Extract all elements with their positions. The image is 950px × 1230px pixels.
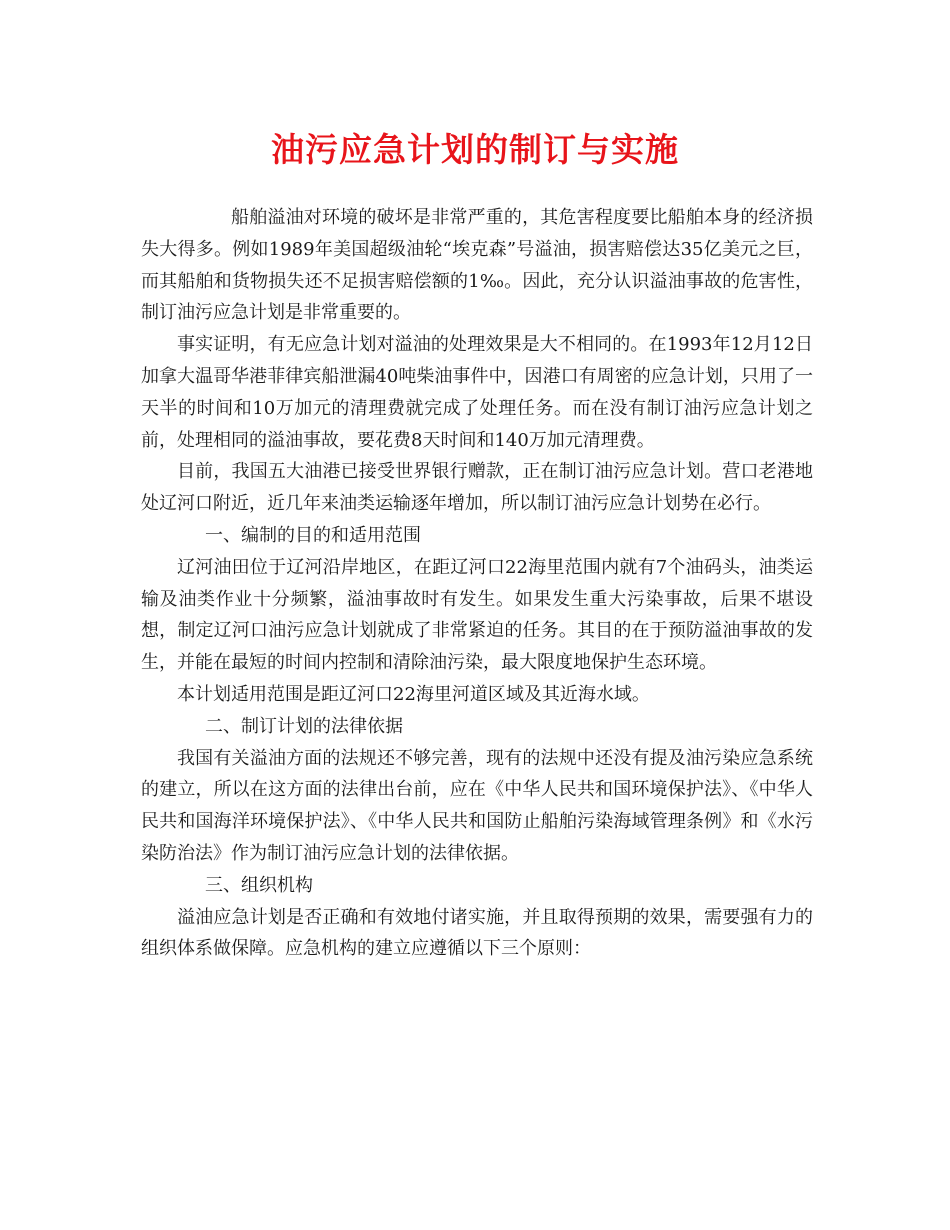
document-body — [141, 202, 813, 965]
section-heading-organization: 三、组织机构 — [205, 874, 313, 896]
paragraph-purpose: 辽河油田位于辽河沿岸地区，在距辽河口22海里范围内就有7个油码头，油类运输及油类作业十分频繁，溢油事故时有发生。如果发生重大污染事故，后果不堪设想，制定辽河口油污应急计划就成了非常紧迫的任务。其目的在于预防溢油事故的发生，并能在最短的时间内控制和清除油污染，最大限度地保护生态环境。 — [141, 556, 813, 674]
paragraph-evidence: 事实证明，有无应急计划对溢油的处理效果是大不相同的。在1993年12月12日加拿大温哥华港菲律宾船泄漏40吨柴油事件中，因港口有周密的应急计划，只用了一天半的时间和10万加元的清理费就完成了处理任务。而在没有制订油污应急计划之前，处理相同的溢油事故，要花费8天时间和140万加元清理费。 — [141, 334, 813, 451]
paragraph-current-status: 目前，我国五大油港已接受世界银行赠款，正在制订油污应急计划。营口老港地处辽河口附近，近几年来油类运输逐年增加，所以制订油污应急计划势在必行。 — [141, 461, 813, 515]
section-heading-purpose: 一、编制的目的和适用范围 — [205, 524, 421, 546]
section-heading-legal-basis: 二、制订计划的法律依据 — [205, 715, 403, 737]
paragraph-intro: 船舶溢油对环境的破坏是非常严重的，其危害程度要比船舶本身的经济损失大得多。例如1989年美国超级油轮“埃克森”号溢油，损害赔偿达35亿美元之巨，而其船舶和货物损失还不足损害赔偿额的1‰。因此，充分认识溢油事故的危害性，制订油污应急计划是非常重要的。 — [141, 207, 813, 324]
paragraph-scope: 本计划适用范围是距辽河口22海里河道区域及其近海水域。 — [177, 683, 650, 705]
paragraph-legal-basis: 我国有关溢油方面的法规还不够完善，现有的法规中还没有提及油污染应急系统的建立，所以在这方面的法律出台前，应在《中华人民共和国环境保护法》、《中华人民共和国海洋环境保护法》、《中华人民共和国防止船舶污染海域管理条例》和《水污染防治法》作为制订油污应急计划的法律依据。 — [141, 747, 813, 864]
document-title: 油污应急计划的制订与实施 — [271, 130, 679, 169]
paragraph-organization: 溢油应急计划是否正确和有效地付诸实施，并且取得预期的效果，需要强有力的组织体系做保障。应急机构的建立应遵循以下三个原则： — [141, 906, 813, 960]
